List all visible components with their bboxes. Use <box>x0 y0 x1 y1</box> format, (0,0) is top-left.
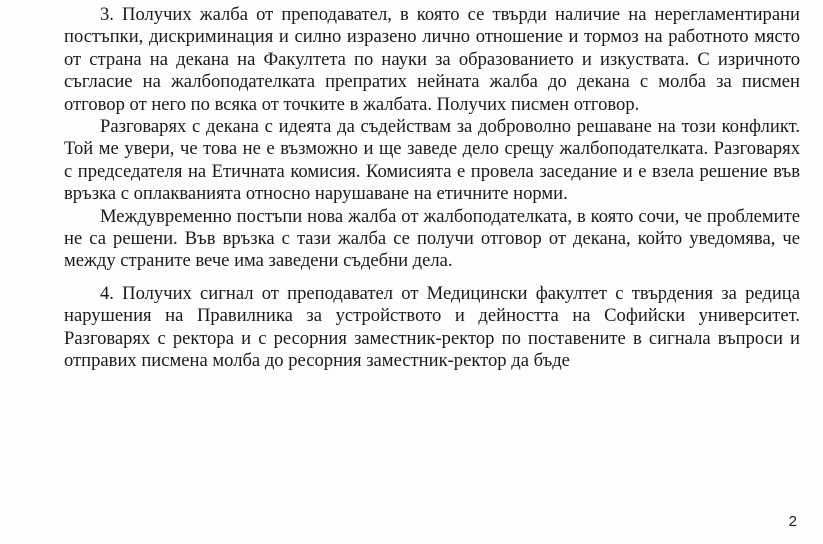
page-number: 2 <box>788 513 797 530</box>
paragraph-item-3: 3. Получих жалба от преподавател, в която се твърди наличие на нерегламентирани постъпки, дискриминация и силно изразено лично отношение и тормоз на работното място от страна на декана на Факултета по науки за образованието и изкуствата. С изричното съгласие на жалбоподателката препратих нейната жалба до декана с молба за писмен отговор от него по всяка от точките в жалбата. Получих писмен отговор. <box>64 4 800 115</box>
document-body <box>64 4 800 373</box>
paragraph-item-4: 4. Получих сигнал от преподавател от Медицински факултет с твърдения за редица нарушения на Правилника за устройството и дейността на Софийски университет. Разговарях с ректора и с ресорния заместник-ректор по поставените в сигнала въпроси и отправих писмена молба до ресорния заместник-ректор да бъде <box>64 282 800 372</box>
paragraph-new-complaint: Междувременно постъпи нова жалба от жалбоподателката, в която сочи, че проблемите не са решени. Във връзка с тази жалба се получи отговор от декана, който уведомява, че между страните вече има заведени съдебни дела. <box>64 205 800 272</box>
paragraph-dean-conversation: Разговарях с декана с идеята да съдействам за доброволно решаване на този конфликт. Той ме увери, че това не е възможно и ще заведе дело срещу жалбоподателката. Разговарях с председателя на Етичната комисия. Комисията е провела заседание и е взела решение във връзка с оплакванията относно нарушаване на етичните норми. <box>64 116 800 205</box>
paragraph-gap <box>64 273 800 283</box>
